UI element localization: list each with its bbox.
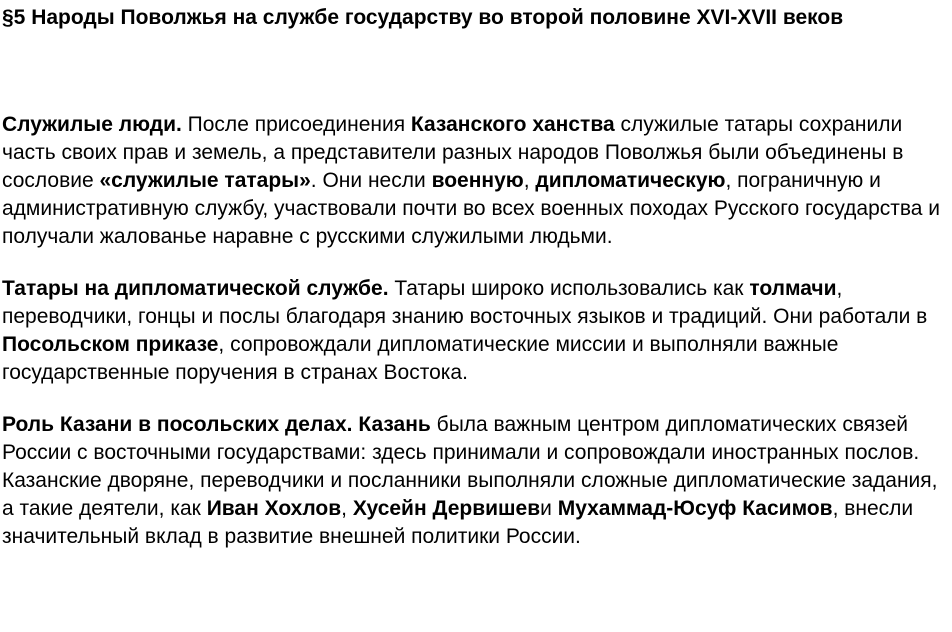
text-run: После присоединения	[181, 113, 411, 136]
bold-term: Хусейн Дервишев	[352, 497, 541, 520]
bold-term: «служилые татары»	[99, 169, 311, 192]
paragraph-diplomatic-service	[2, 275, 948, 387]
text-run: была важным центром дипломатических связей России с восточными государствами: здесь принимали и сопровождали иностранных послов. Казанские дворяне, переводчики и посланники выполняли сложные дипломатические задания, а такие деятели, как	[2, 413, 938, 520]
paragraph-kazan-role	[2, 411, 948, 551]
text-run: , переводчики, гонцы и послы благодаря знанию восточных языков и традиций. Они работали в	[2, 277, 928, 328]
paragraph-heading: Служилые люди.	[2, 113, 182, 136]
text-run: Татары широко использовались как	[388, 277, 750, 300]
bold-term: военную	[431, 169, 524, 192]
text-run: , сопровождали дипломатические миссии и выполняли важные государственные поручения в странах Востока.	[2, 333, 839, 384]
document-page	[2, 4, 948, 551]
text-run: и	[540, 497, 558, 520]
bold-term: Казань	[358, 413, 431, 436]
text-run: , пограничную и административную службу, участвовали почти во всех военных походах Русского государства и получали жалованье наравне с русскими служилыми людьми.	[2, 169, 941, 248]
bold-term: Мухаммад-Юсуф Касимов	[557, 497, 833, 520]
bold-term: толмачи	[749, 277, 837, 300]
text-run: ,	[341, 497, 353, 520]
bold-term: Иван Хохлов	[206, 497, 342, 520]
paragraph-heading: Роль Казани в посольских делах.	[2, 413, 353, 436]
text-run: служилые татары сохранили часть своих прав и земель, а представители разных народов Поволжья были объединены в сословие	[2, 113, 904, 192]
text-run: , внесли значительный вклад в развитие внешней политики России.	[2, 497, 914, 548]
bold-term: Казанского ханства	[410, 113, 615, 136]
document-title: §5 Народы Поволжья на службе государству во второй половине XVI-XVII веков	[2, 6, 844, 29]
paragraph-service-people	[2, 111, 948, 251]
bold-term: дипломатическую	[535, 169, 726, 192]
text-run: ,	[523, 169, 536, 192]
text-run: . Они несли	[310, 169, 432, 192]
bold-term: Посольском приказе	[2, 333, 219, 356]
paragraph-heading: Татары на дипломатической службе.	[2, 277, 389, 300]
